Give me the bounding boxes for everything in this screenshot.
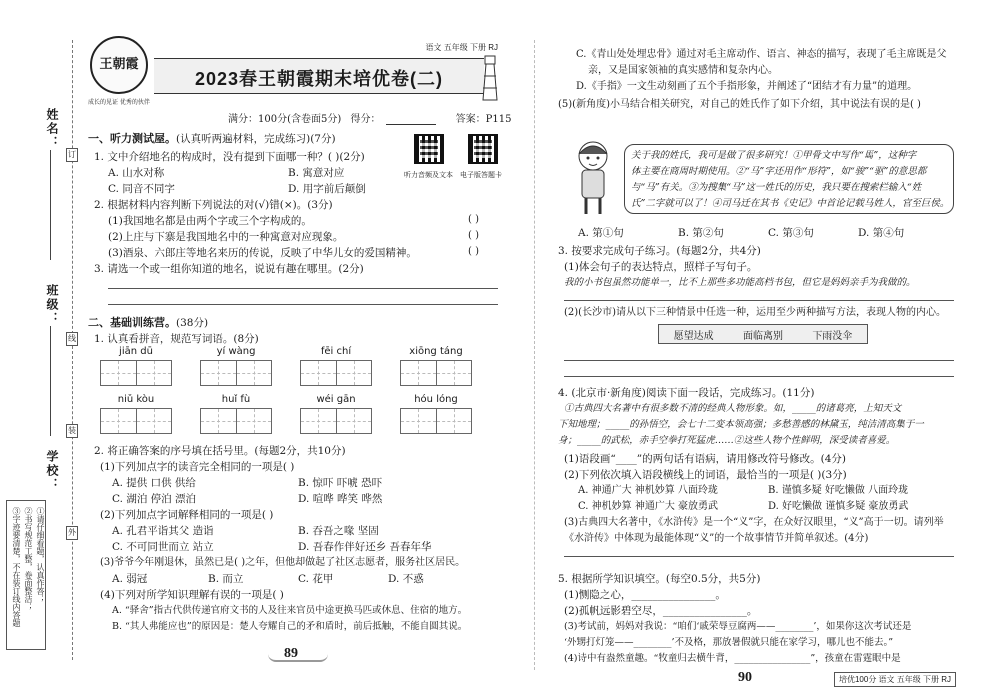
sub-question: (3)古典四大名著中，《水浒传》是一个“义”字，在众好汉眼里，“义”高于一切。请列举 <box>564 517 944 528</box>
option-d[interactable]: D. 好吃懒做 谨慎多疑 豪放勇武 <box>768 501 909 512</box>
page-number: 90 <box>738 670 752 685</box>
pinyin-label: hóu lóng <box>414 394 458 405</box>
answer-paren[interactable]: ( ) <box>468 214 479 225</box>
option-a[interactable]: A. 山水对称 <box>108 167 165 179</box>
statement-item: (3)酒泉、六郎庄等地名来历的传说，反映了中华儿女的爱国精神。 <box>108 247 417 259</box>
pinyin-label: xiōng táng <box>409 346 463 357</box>
qr-label: 电子版答题卡 <box>460 171 502 179</box>
qr-label: 听力音频及文本 <box>404 171 453 179</box>
scenario-word[interactable]: 面临离别 <box>742 330 783 342</box>
option-b[interactable]: B. 而立 <box>208 573 244 585</box>
bubble-line: 关于我的姓氏，我可是做了很多研究！①甲骨文中写作“𩡧”，这种字 <box>631 150 917 161</box>
footer-brand-tag: 培优100分 语文 五年级 下册 RJ <box>834 672 956 687</box>
answer-line[interactable] <box>564 300 954 301</box>
writing-grid[interactable] <box>100 408 172 434</box>
page-divider <box>534 40 535 670</box>
option-a[interactable]: A. 弱冠 <box>112 573 148 585</box>
option-c[interactable]: C.《青山处处埋忠骨》通过对毛主席动作、语言、神态的描写，表现了毛主席既是父 <box>576 49 947 60</box>
question-text: 1. 认真看拼音，规范写词语。(8分) <box>94 333 259 345</box>
bubble-line: 体主要在商周时期使用。②“马”字还用作“形符”，如“骏”“驱”的意思都 <box>631 166 927 177</box>
option-b[interactable]: B. “其人弗能应也”的原因是：楚人夸耀自己的矛和盾时，前后抵触，不能自圆其说。 <box>112 621 468 632</box>
question-text: 2. 将正确答案的序号填在括号里。(每题2分，共10分) <box>94 445 346 457</box>
binding-mark: 装 <box>66 424 78 438</box>
writing-grid[interactable] <box>400 408 472 434</box>
pinyin-label: jiān dū <box>119 346 153 357</box>
binding-spine <box>0 0 82 694</box>
name-field[interactable] <box>50 150 51 260</box>
pinyin-label: fēi chí <box>320 346 352 357</box>
passage-line: ①古典四大名著中有很多数不清的经典人物形象。如，_____的诸葛亮，上知天文 <box>564 403 902 414</box>
scenario-word[interactable]: 愿望达成 <box>673 330 714 342</box>
option-a[interactable]: A. 第①句 <box>578 227 624 239</box>
option-c[interactable]: C. 不可同世而立 站立 <box>112 541 214 553</box>
option-d[interactable]: D.《手指》一文生动刻画了五个手指形象，并阐述了“团结才有力量”的道理。 <box>576 81 918 92</box>
fill-item[interactable]: (4)诗中有盎然童趣。“牧童归去横牛背，________________”，孩童在雷霆眼中是 <box>564 653 901 664</box>
left-page <box>88 0 512 694</box>
logo-subtitle: 成长的见证 优秀的伙伴 <box>88 99 150 106</box>
writing-grid[interactable] <box>400 360 472 386</box>
statement-item: (2)上庄与下寨是我国地名中的一种寓意对应现象。 <box>108 231 344 243</box>
sub-question: (2)下列加点字词解释相同的一项是( ) <box>100 509 274 521</box>
writing-grid[interactable] <box>300 360 372 386</box>
tips-box <box>6 500 46 650</box>
name-label: 姓名： <box>45 108 59 150</box>
passage-line: 下知地理；_____的孙悟空，会七十二变本领高强；多愁善感的林黛玉，纯洁清高集于一 <box>558 419 924 430</box>
binding-mark: 线 <box>66 332 78 346</box>
binding-mark: 外 <box>66 526 78 540</box>
answer-paren[interactable]: ( ) <box>468 230 479 241</box>
question-text: 2. 根据材料内容判断下列说法的对(√)错(×)。(3分) <box>94 199 333 211</box>
answer-ref: 答案：P115 <box>455 114 512 125</box>
answer-paren[interactable]: ( ) <box>468 246 479 257</box>
answer-line[interactable] <box>108 304 498 305</box>
page-title: 2023春王朝霞期末培优卷(二) <box>194 69 444 89</box>
class-label: 班级： <box>45 284 59 326</box>
page-number: 89 <box>284 646 298 661</box>
speech-bubble <box>624 144 954 214</box>
brand-logo: 王朝霞 <box>90 36 148 94</box>
answer-line[interactable] <box>564 376 954 377</box>
boy-avatar-icon <box>568 138 618 218</box>
sub-question: (2)下列依次填入语段横线上的词语，最恰当的一项是( )(3分) <box>564 469 847 481</box>
option-b[interactable]: B. 吞吾之喙 坚固 <box>298 525 379 537</box>
option-c[interactable]: C. 同音不同字 <box>108 183 175 195</box>
writing-grid[interactable] <box>200 408 272 434</box>
question-text: 5. 根据所学知识填空。(每空0.5分，共5分) <box>558 573 761 585</box>
qr-answer-sheet-icon[interactable] <box>468 134 498 164</box>
pinyin-label: wéi gān <box>316 394 356 405</box>
scenario-options <box>658 324 868 344</box>
answer-line[interactable] <box>108 288 498 289</box>
writing-grid[interactable] <box>100 360 172 386</box>
option-c[interactable]: C. 湖泊 停泊 漂泊 <box>112 493 197 505</box>
fill-item[interactable]: (2)孤帆远影碧空尽，________________。 <box>564 605 758 617</box>
cut-line <box>72 40 73 660</box>
bubble-line: 与“马”有关。③为搜集“马”这一姓氏的历史，我只要在搜索栏输入“姓 <box>631 182 922 193</box>
option-d[interactable]: D. 喧哗 哗笑 哗然 <box>298 493 383 505</box>
option-d[interactable]: D. 不惑 <box>388 573 424 585</box>
option-b[interactable]: B. 惊吓 吓唬 恐吓 <box>298 477 383 489</box>
question-text: 1. 文中介绍地名的构成时，没有提到下面哪一种？( )(2分) <box>94 151 365 163</box>
sub-question: (5)(新角度)小马结合相关研究，对自己的姓氏作了如下介绍，其中说法有误的是( ) <box>558 99 921 110</box>
statement-item: (1)我国地名都是由两个字或三个字构成的。 <box>108 215 312 227</box>
pinyin-label: huǐ fù <box>221 394 251 405</box>
option-a[interactable]: A. “驿舍”指古代供传递官府文书的人及往来官员中途更换马匹或休息、住宿的地方。 <box>112 605 468 616</box>
option-d[interactable]: D. 吾春作伴好还乡 吾春年华 <box>298 541 432 553</box>
binding-mark: 订 <box>66 148 78 162</box>
writing-grid[interactable] <box>300 408 372 434</box>
question-text: 4. (北京市·新角度)阅读下面一段话，完成练习。(11分) <box>558 387 815 399</box>
option-d[interactable]: D. 用字前后颠倒 <box>288 183 366 195</box>
example-sentence: 我的小书包虽然功能单一，比不上那些多功能高档书包，但它是妈妈亲手为我做的。 <box>564 277 916 288</box>
sub-question: (2)(长沙市)请从以下三种情景中任选一种，运用至少两种描写方法，表现人物的内心。 <box>564 307 946 318</box>
fill-item[interactable]: (1)恻隐之心，________________。 <box>564 589 726 601</box>
option-b[interactable]: B. 寓意对应 <box>288 167 345 179</box>
answer-line[interactable] <box>564 360 954 361</box>
pinyin-label: yí wàng <box>216 346 256 357</box>
passage-line: 身；_____的武松，赤手空拳打死猛虎……②这些人物个性鲜明，深受读者喜爱。 <box>558 435 896 446</box>
tip-note: ①请仔细看题，认真作答； <box>36 507 45 603</box>
option-a[interactable]: A. 孔君平诣其父 造诣 <box>112 525 214 537</box>
section-heading: 一、听力测试屋。(认真听两遍材料，完成练习)(7分) <box>88 133 336 145</box>
grade-meta: 语文 五年级 下册 RJ <box>425 43 498 52</box>
sub-question-cont: 《水浒传》中体现为最能体现“义”的一个故事情节并简单叙述。(4分) <box>564 533 869 544</box>
fill-item[interactable]: ‘外甥打灯笼——________’不及格，那放暑假就只能在家学习，哪儿也不能去。” <box>564 637 894 648</box>
score-label: 得分： <box>350 114 381 125</box>
question-text: 3. 按要求完成句子练习。(每题2分，共4分) <box>558 245 761 257</box>
option-b[interactable]: B. 谨慎多疑 好吃懒做 八面玲珑 <box>768 485 909 496</box>
option-a[interactable]: A. 提供 口供 供给 <box>112 477 196 489</box>
answer-line[interactable] <box>564 556 954 557</box>
full-marks: 满分：100分(含卷面5分) <box>228 114 342 125</box>
option-c[interactable]: C. 神机妙算 神通广大 豪放勇武 <box>578 501 719 512</box>
page-number-ornament <box>268 654 328 662</box>
sub-question: (1)语段画“____”的两句话有语病，请用修改符号修改。(4分) <box>564 453 846 465</box>
title-band <box>154 58 484 94</box>
class-field[interactable] <box>50 326 51 436</box>
option-a[interactable]: A. 神通广大 神机妙算 八面玲珑 <box>578 485 718 496</box>
score-row <box>228 110 517 125</box>
score-field[interactable] <box>386 115 436 125</box>
writing-grid[interactable] <box>200 360 272 386</box>
bubble-line: 氏”二字就可以了！④司马迁在其书《史记》中首论记载马姓人，官至巨侯。 <box>631 198 950 209</box>
sub-question: (4)下列对所学知识理解有误的一项是( ) <box>100 589 284 601</box>
option-c-cont: 亲，又是国家领袖的真实感情和复杂内心。 <box>588 65 778 76</box>
question-text: 3. 请选一个或一组你知道的地名，说说有趣在哪里。(2分) <box>94 263 364 275</box>
tip-note: ③字迹要清楚，不在装订线内答题 <box>12 507 21 627</box>
option-c[interactable]: C. 花甲 <box>298 573 334 585</box>
sub-question: (1)下列加点字的读音完全相同的一项是( ) <box>100 461 295 473</box>
pinyin-label: niǔ kòu <box>117 394 155 405</box>
sub-question: (3)爷爷今年刚退休，虽然已是( )之年，但他却做起了社区志愿者，服务社区居民。 <box>100 557 466 568</box>
option-d[interactable]: D. 第④句 <box>858 227 905 239</box>
section-heading: 二、基础训练营。(38分) <box>88 317 209 329</box>
option-b[interactable]: B. 第②句 <box>678 227 724 239</box>
school-label: 学校： <box>45 450 59 492</box>
option-c[interactable]: C. 第③句 <box>768 227 814 239</box>
right-page <box>558 0 958 694</box>
tip-note: ②书写规范工整，卷面整洁； <box>24 507 33 611</box>
sub-question: (1)体会句子的表达特点，照样子写句子。 <box>564 261 758 273</box>
qr-audio-icon[interactable] <box>414 134 444 164</box>
fill-item[interactable]: (3)考试前，妈妈对我说：“咱们‘戚荣辱豆腐两——________’，如果你这次考试还是 <box>564 621 912 632</box>
scenario-word[interactable]: 下雨没伞 <box>812 330 853 342</box>
lighthouse-icon <box>478 52 502 102</box>
